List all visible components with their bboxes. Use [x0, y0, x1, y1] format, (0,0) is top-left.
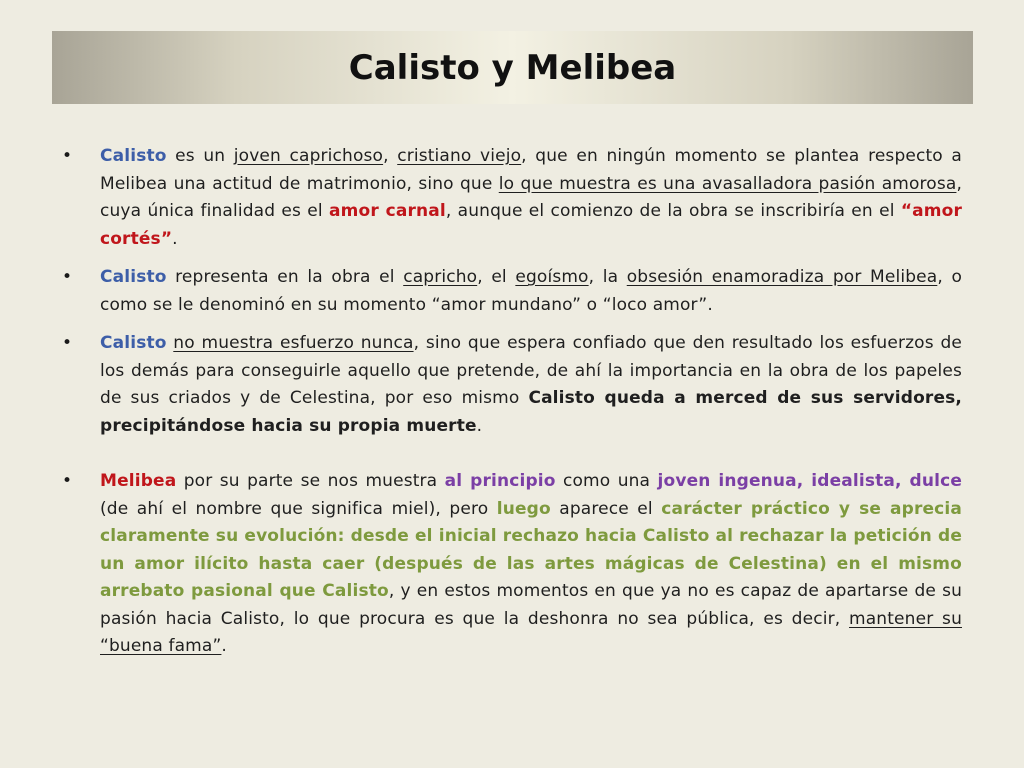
text-run: mantener su “buena fama” [100, 608, 962, 656]
bullet-text-4 [100, 468, 962, 661]
slide-title: Calisto y Melibea [348, 47, 677, 88]
bullet-dot-icon: • [62, 267, 73, 287]
slide-content [62, 143, 962, 672]
title-banner [52, 31, 973, 104]
text-run: obsesión enamoradiza por Melibea [626, 267, 938, 287]
text-run: , y en estos momentos en que ya no es capaz de apartarse de su pasión hacia Calisto, lo que procura es que la deshonra no sea pública, es decir, [100, 581, 962, 629]
text-run: , la [588, 267, 627, 287]
text-run: cristiano viejo [397, 146, 522, 166]
text-run: Calisto [100, 333, 167, 353]
text-run: egoísmo [515, 267, 589, 287]
text-run: carácter práctico y se aprecia claramente su evolución: desde el inicial rechazo hacia Calisto al rechazar la petición de un amor ilícito hasta caer (después de las artes mágicas de Celestina) en el mismo arrebato pasional que Calisto [100, 498, 963, 601]
text-run: “amor cortés” [100, 201, 962, 249]
text-run: . [476, 415, 483, 436]
text-run: Calisto queda a merced de sus servidores, precipitándose hacia su propia muerte [100, 388, 963, 436]
text-run: representa en la obra el [166, 267, 404, 287]
text-run: . [221, 636, 227, 656]
text-run: es un [166, 146, 234, 166]
text-run: , o como se le denominó en su momento “amor mundano” o “loco amor”. [100, 267, 962, 315]
text-run: por su parte se nos muestra [176, 471, 445, 491]
text-run: capricho [403, 267, 478, 287]
text-run: , [383, 146, 398, 166]
bullet-dot-icon: • [62, 471, 73, 491]
text-run: al principio [444, 471, 556, 491]
bullet-item-1 [62, 143, 962, 253]
bullet-text-3 [100, 330, 962, 440]
text-run: (de ahí el nombre que significa miel), pero [100, 498, 497, 519]
text-run: joven caprichoso [233, 146, 384, 166]
text-run: lo que muestra es una avasalladora pasión amorosa [498, 173, 957, 194]
text-run: Melibea [100, 471, 177, 491]
bullet-dot-icon: • [62, 333, 73, 353]
text-run: aparece el [550, 498, 662, 519]
bullet-dot-icon: • [62, 146, 73, 166]
text-run: , cuya única finalidad es el [100, 173, 962, 221]
text-run: , aunque el comienzo de la obra se inscribiría en el [445, 201, 901, 221]
text-run: no muestra esfuerzo nunca [173, 333, 414, 353]
text-run: Calisto [100, 146, 167, 166]
bullet-item-4 [62, 468, 962, 661]
text-run: joven ingenua, idealista, dulce [657, 471, 962, 491]
bullet-text-1 [100, 143, 962, 253]
bullet-text-2 [100, 264, 962, 319]
bullet-item-2 [62, 264, 962, 319]
text-run: . [172, 228, 178, 249]
text-run: , que en ningún momento se plantea respecto a Melibea una actitud de matrimonio, sino que [100, 146, 963, 194]
bullet-item-3 [62, 330, 962, 440]
text-run: Calisto [100, 267, 167, 287]
text-run: luego [496, 498, 551, 519]
text-run: , sino que espera confiado que den resultado los esfuerzos de los demás para conseguirle aquello que pretende, de ahí la importancia en la obra de los papeles de sus criados y de Celestina, por eso mismo [100, 333, 962, 408]
text-run: como una [555, 471, 658, 491]
text-run: amor carnal [329, 201, 446, 221]
text-run: , el [477, 267, 516, 287]
